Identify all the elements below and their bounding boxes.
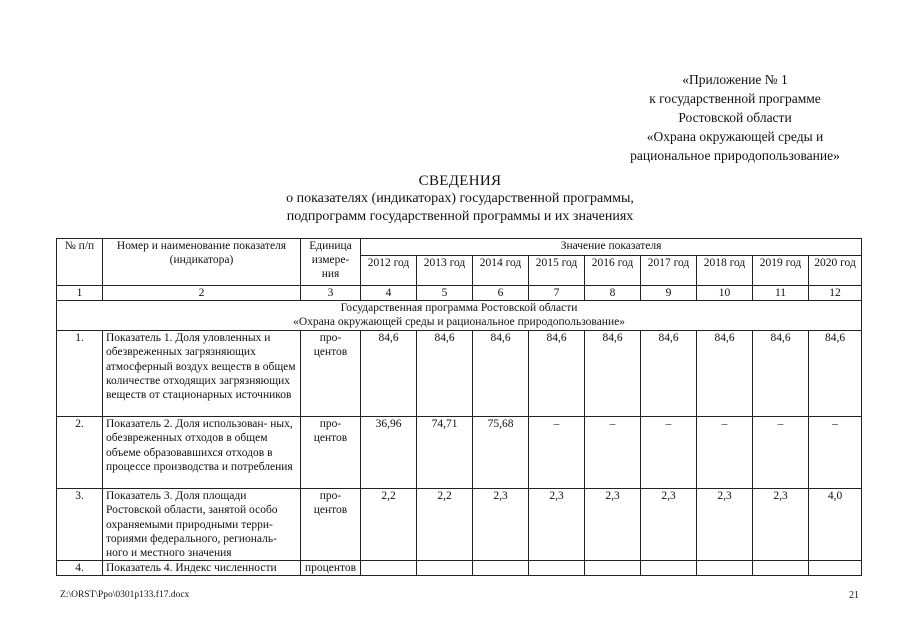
row-value: 36,96 xyxy=(361,417,417,489)
header-year: 2013 год xyxy=(417,256,473,286)
column-number: 2 xyxy=(103,286,301,301)
row-value: 84,6 xyxy=(585,331,641,417)
row-value: 84,6 xyxy=(753,331,809,417)
header-year: 2012 год xyxy=(361,256,417,286)
header-year: 2014 год xyxy=(473,256,529,286)
program-line-1: Государственная программа Ростовской области xyxy=(340,302,578,315)
row-unit: про- центов xyxy=(301,331,361,417)
row-value: 2,3 xyxy=(753,489,809,561)
column-number: 10 xyxy=(697,286,753,301)
row-value: 84,6 xyxy=(529,331,585,417)
row-num: 3. xyxy=(57,489,103,561)
row-unit: про- центов xyxy=(301,489,361,561)
row-unit: процентов xyxy=(301,561,361,576)
header-year: 2018 год xyxy=(697,256,753,286)
table-row xyxy=(57,331,862,417)
row-value: 74,71 xyxy=(417,417,473,489)
column-number: 1 xyxy=(57,286,103,301)
table-row xyxy=(57,489,862,561)
row-value: – xyxy=(697,417,753,489)
row-value: 84,6 xyxy=(473,331,529,417)
program-line-2: «Охрана окружающей среды и рациональное природопользование» xyxy=(293,316,625,329)
row-value xyxy=(417,561,473,576)
row-num: 1. xyxy=(57,331,103,417)
row-value: 2,3 xyxy=(641,489,697,561)
appendix-line: к государственной программе xyxy=(649,91,821,106)
appendix-line: рациональное природопользование» xyxy=(630,148,840,163)
row-value: – xyxy=(585,417,641,489)
table-row xyxy=(57,417,862,489)
row-name: Показатель 3. Доля площади Ростовской области, занятой особо охраняемыми природными терри- ториями федерального, региональ- ного и местного значения xyxy=(103,489,301,561)
row-value: 2,3 xyxy=(529,489,585,561)
row-num: 2. xyxy=(57,417,103,489)
row-value xyxy=(809,561,862,576)
row-value: 75,68 xyxy=(473,417,529,489)
row-value xyxy=(585,561,641,576)
column-number: 6 xyxy=(473,286,529,301)
column-number: 3 xyxy=(301,286,361,301)
header-unit: Единица измере- ния xyxy=(301,239,361,286)
header-year: 2017 год xyxy=(641,256,697,286)
row-value: 4,0 xyxy=(809,489,862,561)
row-value: 2,2 xyxy=(361,489,417,561)
title-main: СВЕДЕНИЯ xyxy=(418,173,502,189)
appendix-line: Ростовской области xyxy=(678,110,792,125)
row-value xyxy=(697,561,753,576)
row-value xyxy=(361,561,417,576)
column-number: 4 xyxy=(361,286,417,301)
header-year: 2020 год xyxy=(809,256,862,286)
row-unit: про- центов xyxy=(301,417,361,489)
row-value: 84,6 xyxy=(361,331,417,417)
column-number: 12 xyxy=(809,286,862,301)
program-row xyxy=(57,301,862,331)
row-name: Показатель 1. Доля уловленных и обезвреженных загрязняющих атмосферный воздух веществ в общем количестве отходящих загрязняющих веществ от стационарных источников xyxy=(103,331,301,417)
appendix-line: «Приложение № 1 xyxy=(682,72,788,87)
column-number: 9 xyxy=(641,286,697,301)
footer-page-number: 21 xyxy=(849,590,859,601)
header-name: Номер и наименование показателя (индикатора) xyxy=(103,239,301,286)
column-number: 8 xyxy=(585,286,641,301)
column-number: 5 xyxy=(417,286,473,301)
row-value: – xyxy=(809,417,862,489)
row-name: Показатель 4. Индекс численности xyxy=(103,561,301,576)
row-value: – xyxy=(529,417,585,489)
row-value: 84,6 xyxy=(641,331,697,417)
document-title xyxy=(150,172,770,226)
header-num: № п/п xyxy=(57,239,103,286)
row-value: 2,3 xyxy=(585,489,641,561)
footer-file-path: Z:\ORST\Ppo\0301p133.f17.docx xyxy=(60,590,190,600)
row-value xyxy=(641,561,697,576)
row-value xyxy=(473,561,529,576)
row-value xyxy=(529,561,585,576)
row-value: 84,6 xyxy=(697,331,753,417)
row-name: Показатель 2. Доля использован- ных, обезвреженных отходов в общем объеме образовавшихся отходов в процессе производства и потребления xyxy=(103,417,301,489)
row-value: 84,6 xyxy=(417,331,473,417)
row-value: – xyxy=(641,417,697,489)
row-num: 4. xyxy=(57,561,103,576)
title-subtitle-1: о показателях (индикаторах) государственной программы, xyxy=(286,191,634,206)
header-year: 2019 год xyxy=(753,256,809,286)
row-value: – xyxy=(753,417,809,489)
row-value xyxy=(753,561,809,576)
appendix-line: «Охрана окружающей среды и xyxy=(646,129,824,144)
row-value: 84,6 xyxy=(809,331,862,417)
header-year: 2016 год xyxy=(585,256,641,286)
table-row xyxy=(57,561,862,576)
title-subtitle-2: подпрограмм государственной программы и их значениях xyxy=(286,209,634,224)
row-value: 2,3 xyxy=(473,489,529,561)
row-value: 2,2 xyxy=(417,489,473,561)
appendix-heading xyxy=(590,70,880,165)
header-values-group: Значение показателя xyxy=(361,239,862,256)
column-number: 7 xyxy=(529,286,585,301)
row-value: 2,3 xyxy=(697,489,753,561)
indicators-table xyxy=(56,238,862,576)
column-number: 11 xyxy=(753,286,809,301)
header-year: 2015 год xyxy=(529,256,585,286)
